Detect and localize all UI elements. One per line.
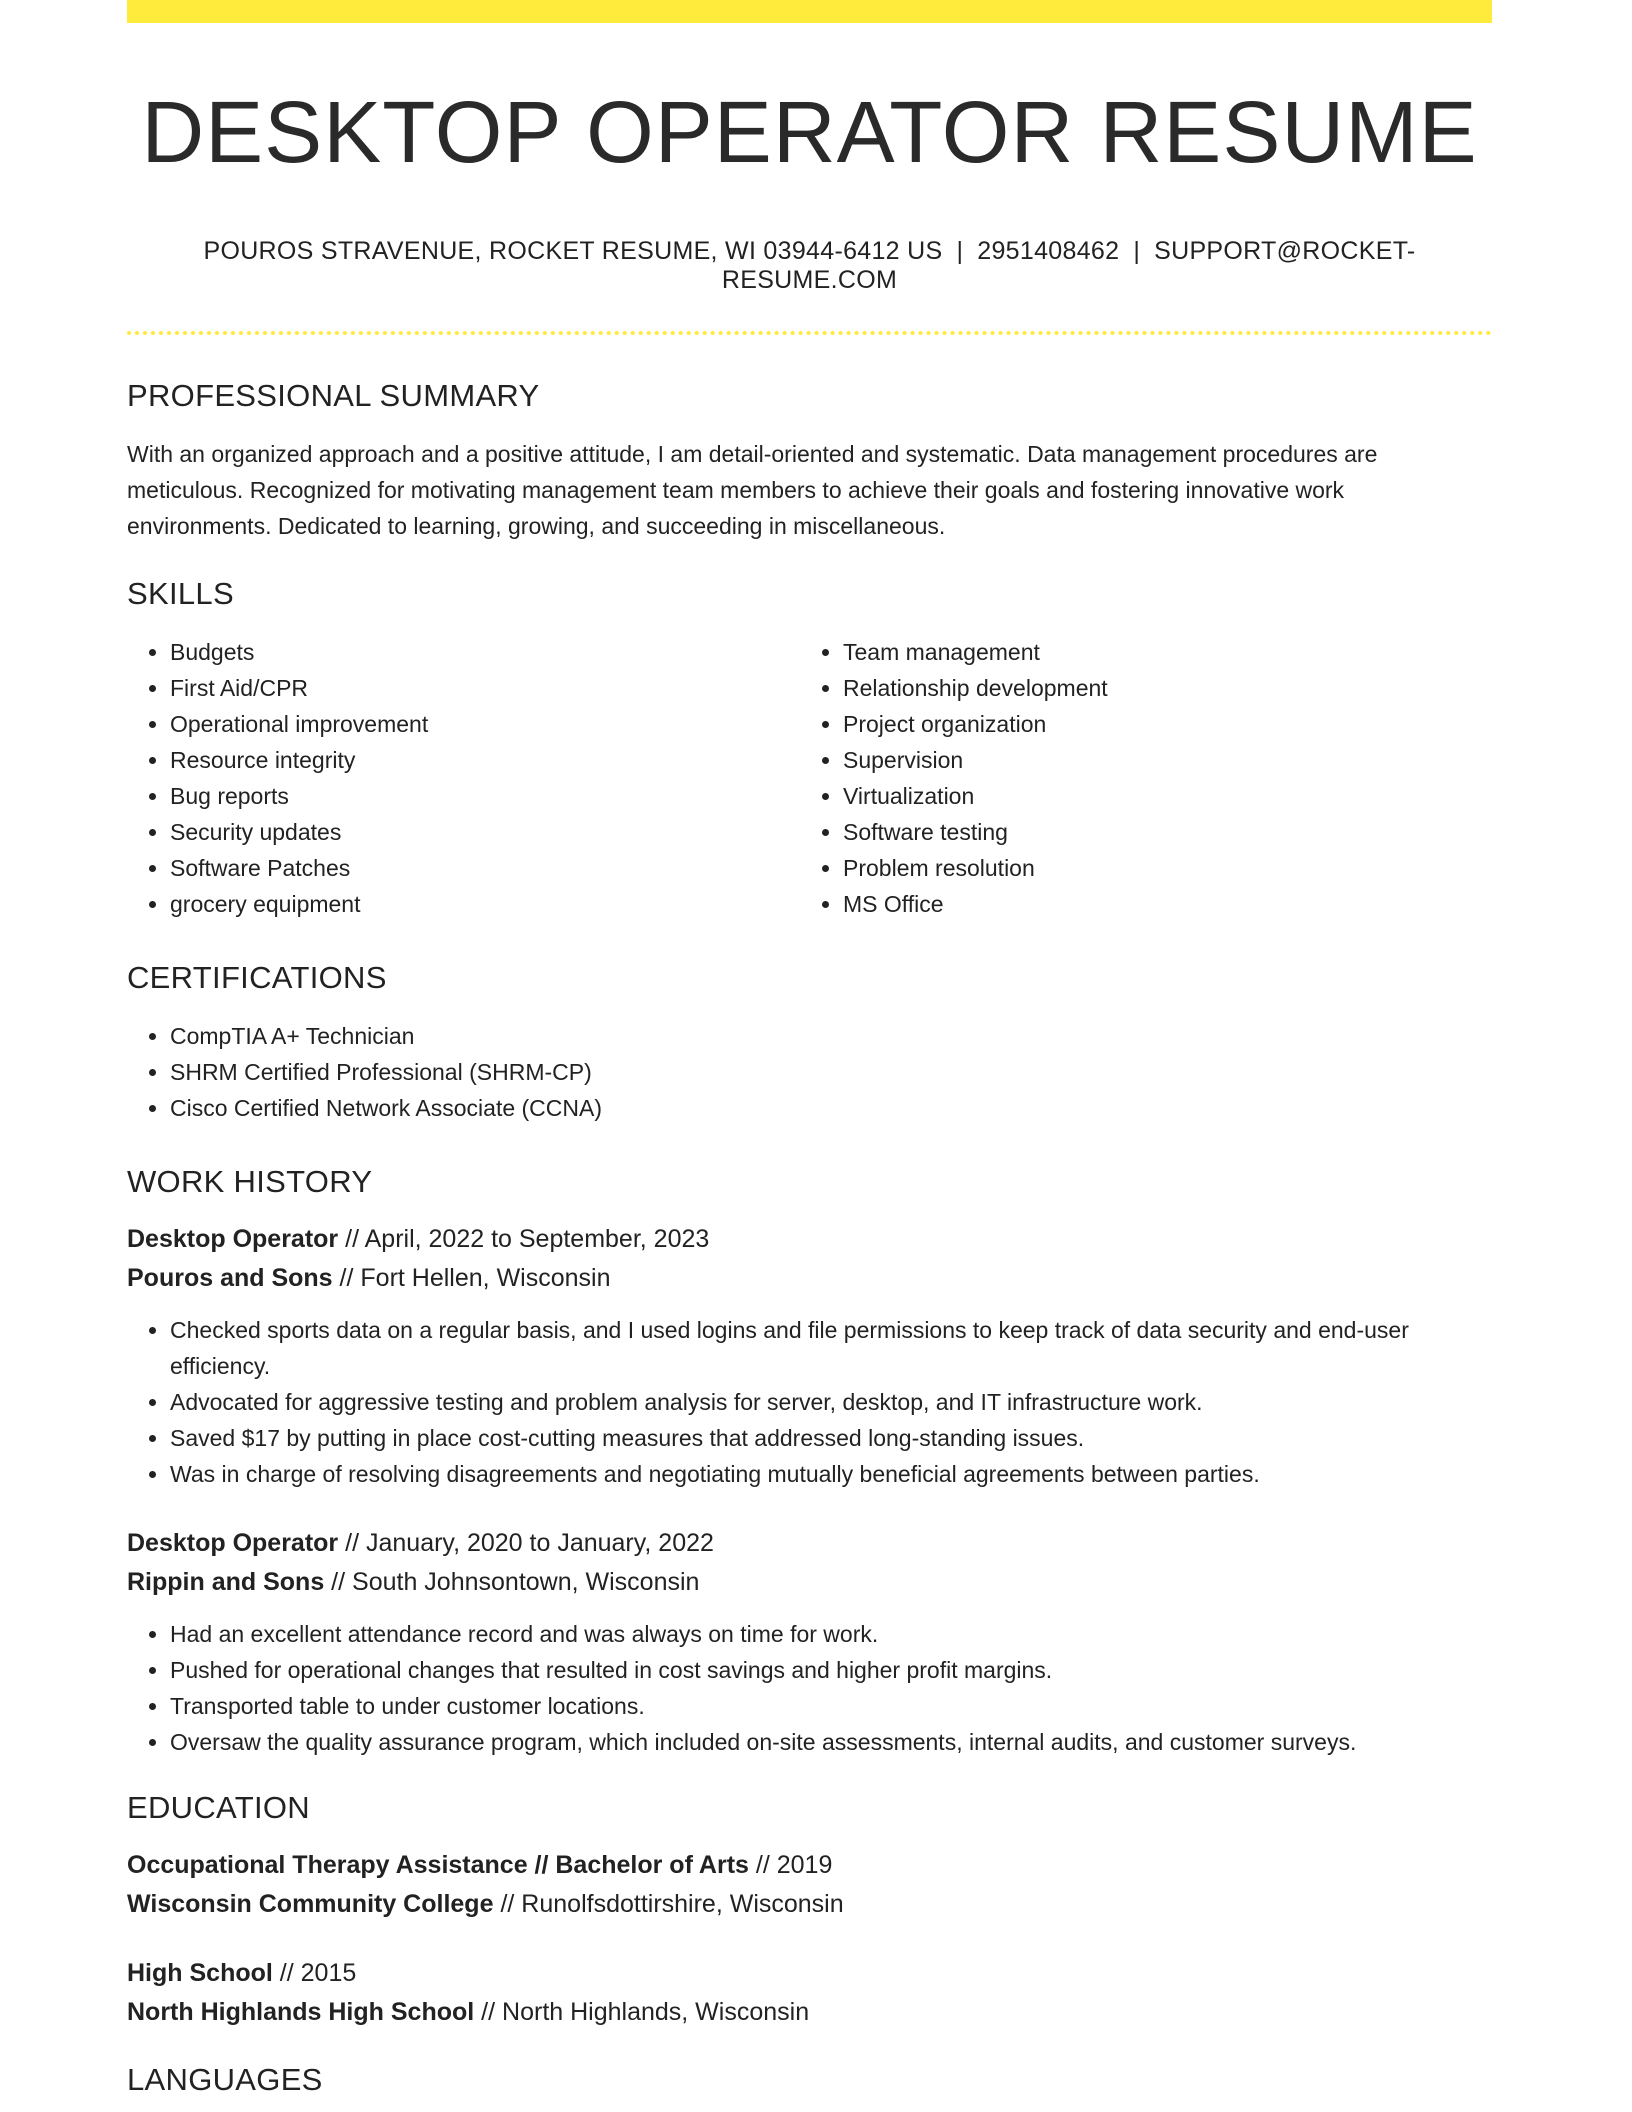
job-bullet: • Advocated for aggressive testing and problem analysis for server, desktop, and IT infrastructure work.: [170, 1384, 1492, 1420]
education-entry: [127, 1846, 1492, 1924]
education-degree: High School: [127, 1959, 273, 1988]
skill-item: • Virtualization: [843, 778, 1473, 814]
education-school-line: [127, 1885, 1492, 1924]
skill-item: • Project organization: [843, 706, 1473, 742]
job-company-line: [127, 1563, 1492, 1602]
contact-address: POUROS STRAVENUE, ROCKET RESUME, WI 03944-6412 US: [203, 237, 943, 266]
job-entry: [127, 1524, 1492, 1760]
resume-title: DESKTOP OPERATOR RESUME: [141, 84, 1478, 181]
skill-item: • Team management: [843, 634, 1473, 670]
job-dates: April, 2022 to September, 2023: [364, 1225, 710, 1254]
certification-item: • SHRM Certified Professional (SHRM-CP): [170, 1054, 1492, 1090]
education-separator: //: [755, 1851, 770, 1880]
job-bullets: [127, 1616, 1492, 1760]
education-heading: EDUCATION: [127, 1790, 310, 1826]
job-title-line: [127, 1524, 1492, 1563]
certification-item: • Cisco Certified Network Associate (CCNA): [170, 1090, 1492, 1126]
job-bullet: • Oversaw the quality assurance program, which included on-site assessments, internal audits, and customer surveys.: [170, 1724, 1492, 1760]
job-dates: January, 2020 to January, 2022: [365, 1529, 714, 1558]
job-bullet: • Transported table to under customer locations.: [170, 1688, 1492, 1724]
education-degree-line: [127, 1846, 1492, 1885]
job-separator: //: [345, 1225, 360, 1254]
job-role: Desktop Operator: [127, 1529, 339, 1558]
education-entry: [127, 1954, 1492, 2032]
skill-item: • Problem resolution: [843, 850, 1473, 886]
education-school: North Highlands High School: [127, 1998, 475, 2027]
skills-list-left: [127, 634, 800, 922]
skills-grid: [127, 634, 1492, 922]
job-entry: [127, 1220, 1492, 1492]
education-degree-line: [127, 1954, 1492, 1993]
job-location: Fort Hellen, Wisconsin: [360, 1264, 611, 1293]
skill-item: • Supervision: [843, 742, 1473, 778]
education-separator: //: [279, 1959, 294, 1988]
job-bullet: • Checked sports data on a regular basis, and I used logins and file permissions to keep track of data security and end-user efficiency.: [170, 1312, 1492, 1384]
dotted-divider: [127, 331, 1492, 335]
job-bullets: [127, 1312, 1492, 1492]
skills-heading: SKILLS: [127, 576, 234, 612]
job-separator: //: [331, 1568, 346, 1597]
job-company: Pouros and Sons: [127, 1264, 333, 1293]
skill-item: • Operational improvement: [170, 706, 800, 742]
skill-item: • Bug reports: [170, 778, 800, 814]
education-separator: //: [500, 1890, 515, 1919]
job-bullet: • Had an excellent attendance record and was always on time for work.: [170, 1616, 1492, 1652]
job-separator: //: [345, 1529, 360, 1558]
contact-email[interactable]: SUPPORT@ROCKET-RESUME.COM: [721, 237, 1416, 295]
education-degree: Occupational Therapy Assistance // Bachelor of Arts: [127, 1851, 749, 1880]
skill-item: • Security updates: [170, 814, 800, 850]
contact-phone: 2951408462: [977, 237, 1120, 266]
skill-item: • Budgets: [170, 634, 800, 670]
skill-item: • Software testing: [843, 814, 1473, 850]
work-history-heading: WORK HISTORY: [127, 1164, 373, 1200]
job-bullet: • Saved $17 by putting in place cost-cutting measures that addressed long-standing issues.: [170, 1420, 1492, 1456]
languages-heading: LANGUAGES: [127, 2062, 323, 2098]
education-location: Runolfsdottirshire, Wisconsin: [521, 1890, 844, 1919]
job-role: Desktop Operator: [127, 1225, 339, 1254]
job-bullet: • Pushed for operational changes that resulted in cost savings and higher profit margins.: [170, 1652, 1492, 1688]
skill-item: • First Aid/CPR: [170, 670, 800, 706]
job-title-line: [127, 1220, 1492, 1259]
job-company-line: [127, 1259, 1492, 1298]
job-location: South Johnsontown, Wisconsin: [352, 1568, 700, 1597]
certifications-heading: CERTIFICATIONS: [127, 960, 387, 996]
contact-line: [127, 237, 1492, 295]
job-separator: //: [339, 1264, 354, 1293]
skills-list-right: [800, 634, 1473, 922]
contact-separator: |: [956, 237, 964, 266]
contact-separator: |: [1133, 237, 1141, 266]
education-school: Wisconsin Community College: [127, 1890, 494, 1919]
education-separator: //: [481, 1998, 496, 2027]
certifications-list: [127, 1018, 1492, 1126]
skill-item: • Resource integrity: [170, 742, 800, 778]
accent-bar: [127, 0, 1492, 23]
education-school-line: [127, 1993, 1492, 2032]
resume-page: [127, 0, 1492, 2098]
summary-text: With an organized approach and a positive attitude, I am detail-oriented and systematic. Data management procedures are meticulous. Recognized for motivating management team members to achieve their goals and fostering innovative work environments. Dedicated to learning, growing, and succeeding in miscellaneous.: [127, 441, 1378, 540]
certification-item: • CompTIA A+ Technician: [170, 1018, 1492, 1054]
job-company: Rippin and Sons: [127, 1568, 325, 1597]
education-year: 2019: [776, 1851, 833, 1880]
skill-item: • MS Office: [843, 886, 1473, 922]
skill-item: • grocery equipment: [170, 886, 800, 922]
job-bullet: • Was in charge of resolving disagreements and negotiating mutually beneficial agreements between parties.: [170, 1456, 1492, 1492]
education-year: 2015: [300, 1959, 357, 1988]
summary-heading: PROFESSIONAL SUMMARY: [127, 378, 540, 414]
skill-item: • Software Patches: [170, 850, 800, 886]
skill-item: • Relationship development: [843, 670, 1473, 706]
education-location: North Highlands, Wisconsin: [502, 1998, 810, 2027]
